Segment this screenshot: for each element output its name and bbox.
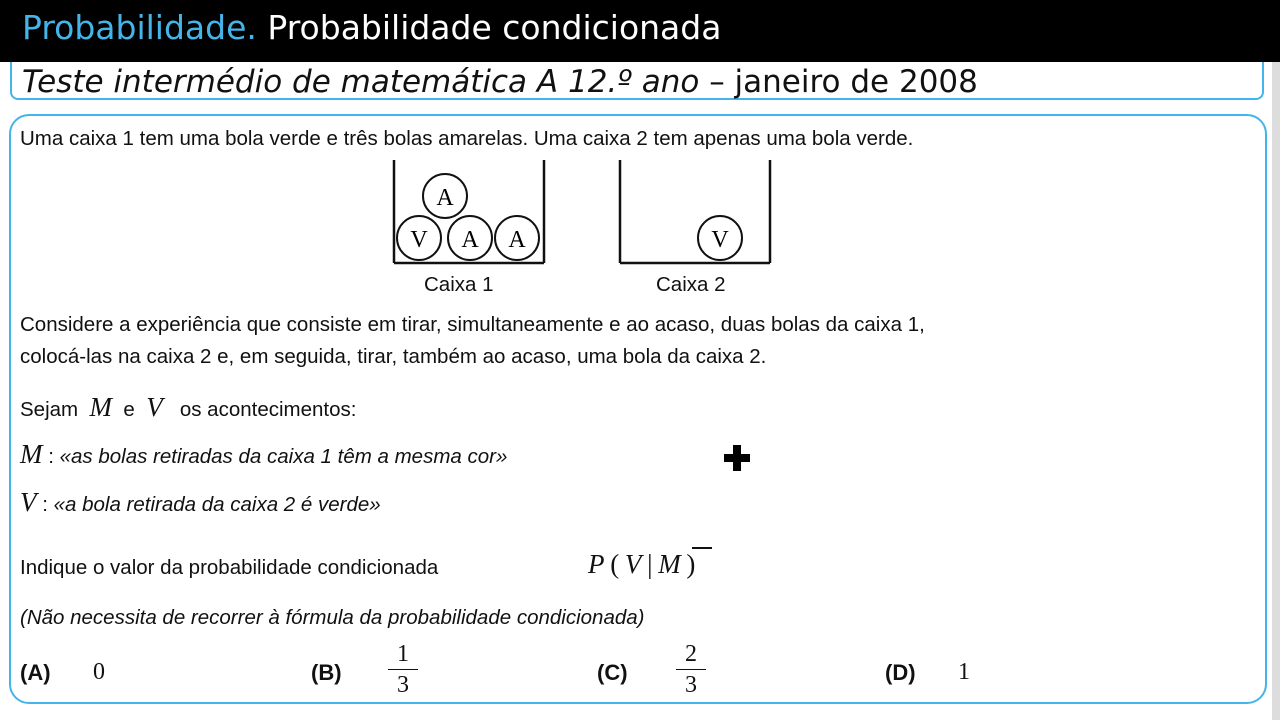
prob-P: P — [588, 549, 605, 579]
note-text: (Não necessita de recorrer à fórmula da probabilidade condicionada) — [20, 606, 645, 629]
event-M-definition: M : «as bolas retiradas da caixa 1 têm a mesma cor» — [20, 439, 508, 469]
option-a-label[interactable]: (A) — [20, 660, 51, 685]
option-c-denominator: 3 — [685, 672, 697, 698]
option-d-value: 1 — [958, 659, 970, 685]
ball-label: A — [461, 227, 479, 253]
box-2 — [620, 160, 770, 263]
option-b-numerator: 1 — [397, 641, 409, 667]
events-pre: Sejam — [20, 398, 79, 421]
events-post: os acontecimentos: — [179, 398, 357, 421]
experiment-line-2: colocá-las na caixa 2 e, em seguida, tirar, também ao acaso, uma bola da caixa 2. — [20, 345, 767, 368]
option-c-numerator: 2 — [685, 641, 697, 667]
option-b-denominator: 3 — [397, 672, 409, 698]
events-intro — [20, 392, 356, 423]
experiment-line-1: Considere a experiência que consiste em tirar, simultaneamente e ao acaso, duas bolas da caixa 1, — [20, 313, 925, 336]
option-d-label[interactable]: (D) — [885, 660, 916, 685]
ball-label: V — [711, 227, 729, 253]
title-accent: Probabilidade. — [22, 8, 257, 47]
option-c-fraction — [676, 642, 706, 697]
title-rest: Probabilidade condicionada — [267, 8, 722, 47]
plus-cursor-icon — [724, 445, 750, 471]
prob-V: V — [624, 549, 642, 579]
box2-label: Caixa 2 — [656, 273, 726, 296]
prob-open-paren: ( — [610, 549, 620, 579]
event-M-text: «as bolas retiradas da caixa 1 têm a mesma cor» — [59, 445, 508, 468]
ball-label: V — [410, 227, 428, 253]
subtitle-italic: Teste intermédio de matemática A 12.º ano — [22, 64, 700, 100]
event-V-text: «a bola retirada da caixa 2 é verde» — [53, 493, 381, 516]
box1-label: Caixa 1 — [424, 273, 494, 296]
event-V-definition: V : «a bola retirada da caixa 2 é verde» — [20, 487, 381, 517]
option-b-label[interactable]: (B) — [311, 660, 342, 685]
question-text: Indique o valor da probabilidade condicionada — [20, 556, 439, 579]
prob-M-complement: M — [658, 549, 681, 579]
slide-title — [22, 8, 721, 47]
intro-text: Uma caixa 1 tem uma bola verde e três bolas amarelas. Uma caixa 2 tem apenas uma bola verde. — [20, 127, 914, 150]
option-c-label[interactable]: (C) — [597, 660, 628, 685]
event-M-label: M — [20, 439, 43, 469]
prob-close-paren: ) — [686, 549, 696, 579]
ball-label: A — [508, 227, 526, 253]
box-1 — [394, 160, 544, 263]
option-a-value: 0 — [93, 659, 105, 685]
right-edge-strip — [1272, 62, 1280, 720]
option-b-fraction — [388, 642, 418, 697]
complement-bar — [692, 547, 712, 549]
event-V-symbol: V — [146, 392, 163, 422]
events-e: e — [123, 398, 135, 421]
prob-given-bar: | — [647, 549, 653, 579]
subtitle-rest: – janeiro de 2008 — [699, 64, 978, 100]
event-V-label: V — [20, 487, 37, 517]
ball-label: A — [436, 185, 454, 211]
conditional-probability-expression — [588, 549, 695, 580]
event-M-symbol: M — [89, 392, 113, 422]
slide-subtitle — [22, 64, 978, 100]
boxes-diagram — [380, 156, 800, 268]
